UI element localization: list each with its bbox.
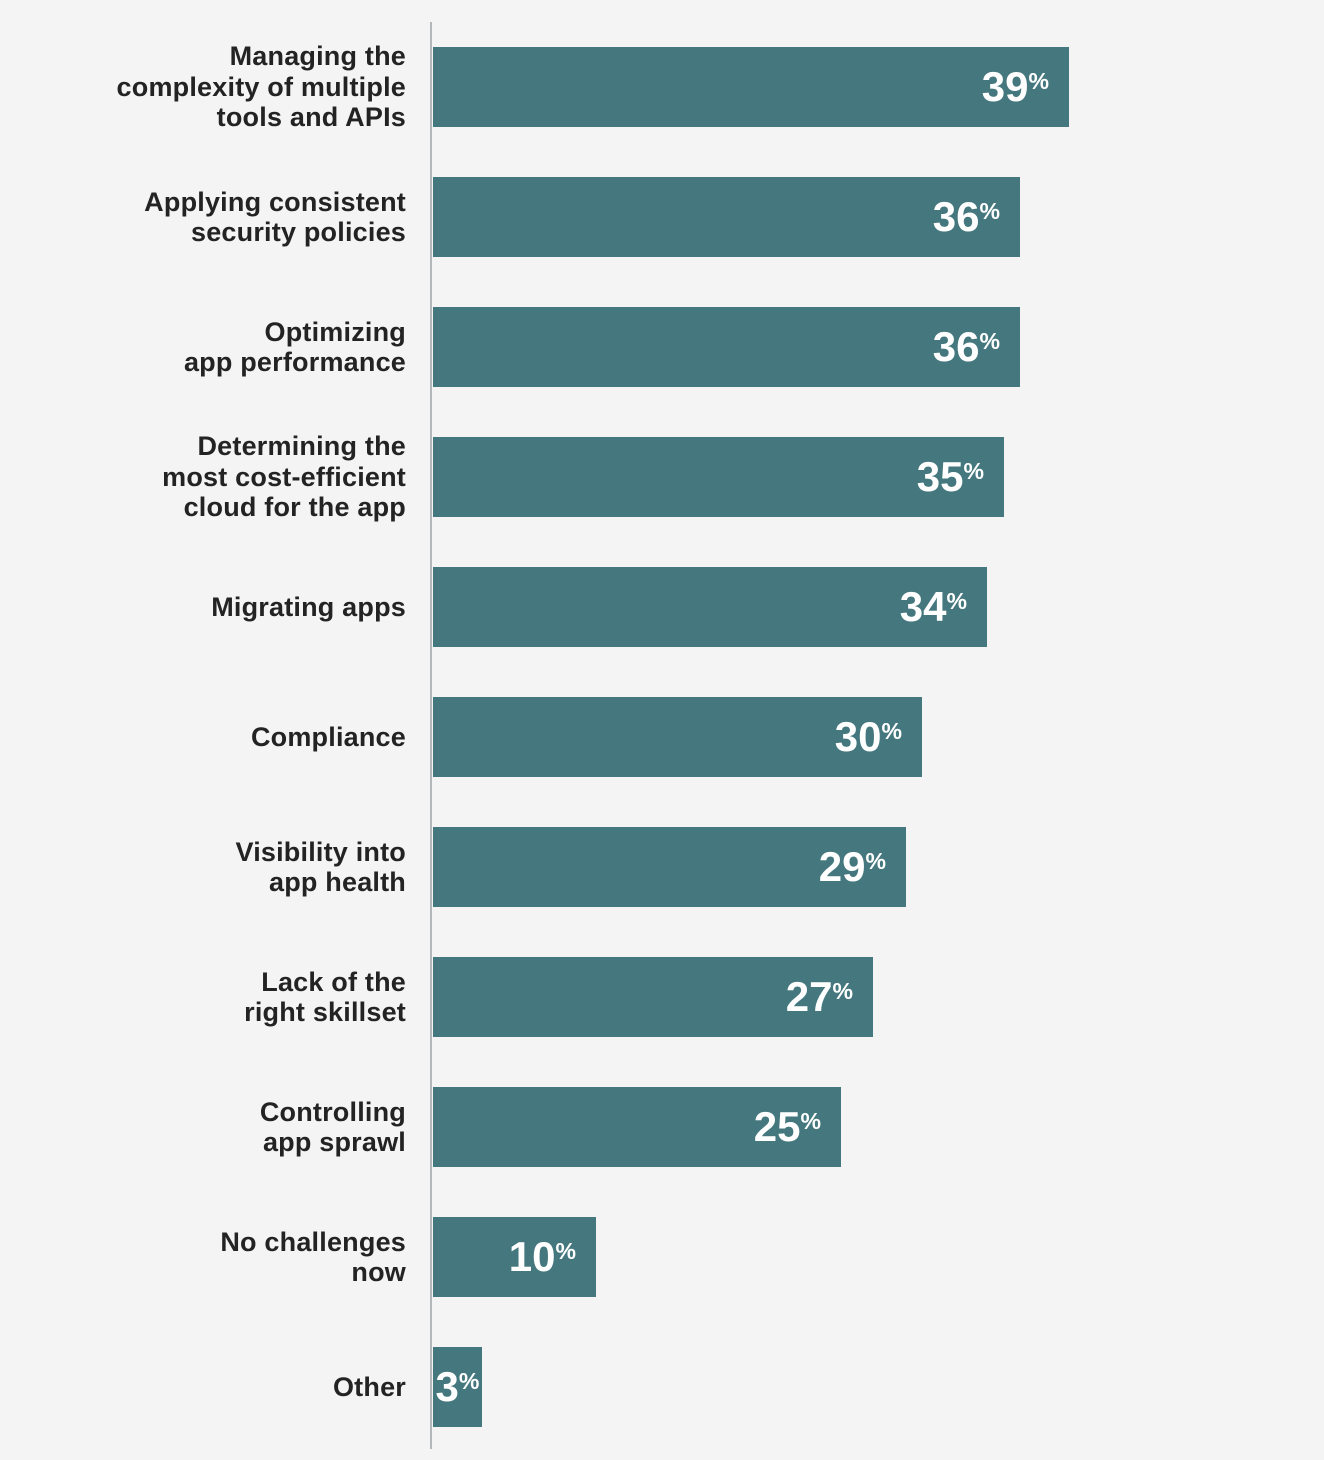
category-label-line: tools and APIs [216,102,406,133]
category-label [0,317,433,378]
category-label-line: Applying consistent [144,186,406,217]
category-label-line: Compliance [250,721,406,752]
bar [433,567,987,647]
chart-row [0,22,1324,152]
value-number: 39 [981,63,1029,110]
bar-area [433,1087,1324,1167]
chart-row [0,1062,1324,1192]
chart-row [0,932,1324,1062]
category-label-line: complexity of multiple [116,71,406,102]
bar-area [433,47,1324,127]
percent-sign: % [458,1368,480,1394]
category-label-line: cloud for the app [183,492,406,523]
category-label-line: Other [332,1371,406,1402]
bar [433,1217,596,1297]
category-label [0,1227,433,1288]
bar [433,177,1020,257]
category-label [0,187,433,248]
bar-area [433,1217,1324,1297]
percent-sign: % [946,588,967,614]
value-label [932,323,1000,370]
value-label [981,63,1049,110]
chart-row [0,672,1324,802]
percent-sign: % [865,848,886,874]
bar-area [433,437,1324,517]
category-label-line: No challenges [220,1226,406,1257]
category-label [0,41,433,133]
category-label-line: Visibility into [235,836,406,867]
category-label [0,431,433,523]
percent-sign: % [832,978,853,1004]
bar-area [433,827,1324,907]
category-label [0,592,433,623]
category-label-line: security policies [191,217,406,247]
percent-sign: % [555,1238,576,1264]
category-label-line: Lack of the [261,966,406,997]
category-label-line: app sprawl [262,1127,406,1157]
category-label-line: most cost-efficient [162,461,406,492]
value-number: 29 [818,843,866,890]
value-label [916,453,984,500]
category-label-line: app performance [183,347,406,377]
chart-row [0,152,1324,282]
value-number: 3 [435,1363,459,1410]
axis-baseline [430,22,432,1449]
value-number: 27 [785,973,833,1020]
category-label [0,1097,433,1158]
bar [433,957,873,1037]
bar [433,437,1004,517]
value-number: 10 [508,1233,556,1280]
bar [433,697,922,777]
bar-area [433,697,1324,777]
category-label [0,967,433,1028]
value-label [932,193,1000,240]
value-number: 25 [753,1103,801,1150]
value-label [785,973,853,1020]
category-label-line: Optimizing [264,316,406,347]
category-label [0,837,433,898]
chart-row [0,412,1324,542]
category-label-line: Determining the [197,431,406,462]
value-label [508,1233,576,1280]
value-number: 30 [834,713,882,760]
value-number: 36 [932,193,980,240]
bar-area [433,957,1324,1037]
bar [433,1087,841,1167]
percent-sign: % [1028,68,1049,94]
bar [433,47,1069,127]
percent-sign: % [979,198,1000,224]
category-label-line: now [351,1257,406,1287]
percent-sign: % [800,1108,821,1134]
value-label [435,1363,480,1410]
percent-sign: % [963,458,984,484]
percent-sign: % [881,718,902,744]
bar [433,827,906,907]
value-number: 34 [899,583,947,630]
category-label-line: app health [268,867,406,897]
chart-row [0,802,1324,932]
value-number: 36 [932,323,980,370]
percent-sign: % [979,328,1000,354]
chart-row [0,1192,1324,1322]
category-label [0,722,433,753]
bar-chart-rows [0,22,1324,1452]
bar-area [433,307,1324,387]
chart-row [0,282,1324,412]
category-label-line: right skillset [244,997,406,1027]
bar-area [433,1347,1324,1427]
category-label-line: Migrating apps [211,591,406,622]
value-label [753,1103,821,1150]
bar [433,1347,482,1427]
value-label [818,843,886,890]
category-label-line: Controlling [259,1096,406,1127]
category-label [0,1372,433,1403]
chart-row [0,1322,1324,1452]
chart-row [0,542,1324,672]
bar [433,307,1020,387]
category-label-line: Managing the [229,41,406,72]
value-label [834,713,902,760]
bar-area [433,177,1324,257]
value-number: 35 [916,453,964,500]
value-label [899,583,967,630]
bar-area [433,567,1324,647]
